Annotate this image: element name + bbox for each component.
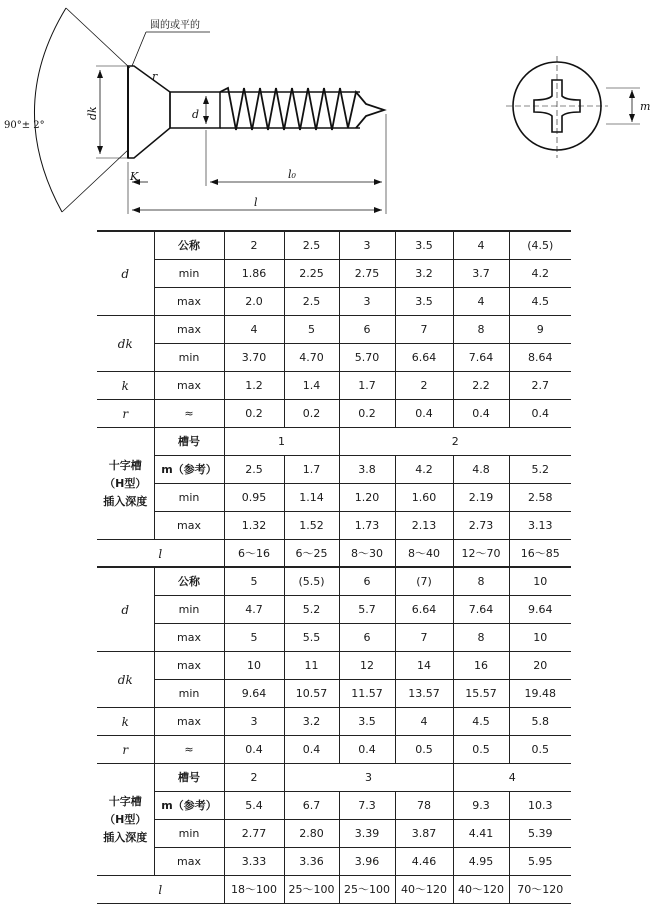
angle-line-bottom (62, 150, 128, 212)
cell: 10.3 (509, 792, 571, 820)
min-label: min (154, 820, 224, 848)
cell: 15.57 (453, 680, 509, 708)
spec-table-2 (97, 566, 571, 904)
cell: 2.2 (453, 372, 509, 400)
cell: 1.7 (339, 372, 395, 400)
cell: 78 (395, 792, 453, 820)
cell: 11 (284, 652, 339, 680)
max-label: max (154, 288, 224, 316)
cross-recess-label (97, 764, 154, 876)
max-label: max (154, 848, 224, 876)
max-label: max (154, 512, 224, 540)
cell: 0.4 (509, 400, 571, 428)
cell: 6 (339, 316, 395, 344)
k-label: K (130, 170, 139, 183)
cell: 3 (339, 288, 395, 316)
cell: 12～70 (453, 540, 509, 568)
param-r: r (97, 400, 154, 428)
table-row (97, 428, 571, 456)
cell: 12 (339, 652, 395, 680)
cell: 13.57 (395, 680, 453, 708)
slot-label: 槽号 (154, 428, 224, 456)
screw-head (128, 66, 170, 158)
cell: 3.13 (509, 512, 571, 540)
nominal-label: 公称 (154, 567, 224, 596)
cell: 3.2 (395, 260, 453, 288)
cell: 2.75 (339, 260, 395, 288)
cell: 4 (224, 316, 284, 344)
cell: 4.5 (509, 288, 571, 316)
l-label: l (254, 196, 258, 209)
cell: 25～100 (284, 876, 339, 904)
cell: 3.87 (395, 820, 453, 848)
cell: 4.7 (224, 596, 284, 624)
table-row (97, 652, 571, 680)
cell: 6.64 (395, 344, 453, 372)
cell: 2 (339, 428, 571, 456)
cell: 6 (339, 624, 395, 652)
cell: 1 (224, 428, 339, 456)
cell: 3.36 (284, 848, 339, 876)
cell: 9 (509, 316, 571, 344)
table-row (97, 708, 571, 736)
cell: 8 (453, 624, 509, 652)
cell: 5 (224, 624, 284, 652)
table-row (97, 344, 571, 372)
m-ref-label: m（参考） (154, 456, 224, 484)
param-l: l (97, 876, 224, 904)
cross-label-line: （H型） (104, 476, 147, 490)
cell: 19.48 (509, 680, 571, 708)
l0-label: l₀ (288, 168, 296, 181)
table-row (97, 680, 571, 708)
param-dk: dk (97, 652, 154, 708)
max-label: max (154, 624, 224, 652)
cell: 2 (224, 231, 284, 260)
cell: 0.4 (339, 736, 395, 764)
cell: 10 (509, 567, 571, 596)
table-row (97, 820, 571, 848)
cell: 2.19 (453, 484, 509, 512)
cell: 4.2 (395, 456, 453, 484)
table-row (97, 512, 571, 540)
table-row (97, 288, 571, 316)
cell: 2.58 (509, 484, 571, 512)
max-label: max (154, 708, 224, 736)
param-d: d (97, 567, 154, 652)
cell: (4.5) (509, 231, 571, 260)
cell: 18～100 (224, 876, 284, 904)
cross-label-line: （H型） (104, 812, 147, 826)
cell: 5 (284, 316, 339, 344)
min-label: min (154, 484, 224, 512)
max-label: max (154, 372, 224, 400)
cell: 5.2 (284, 596, 339, 624)
cell: 2 (395, 372, 453, 400)
table-row (97, 736, 571, 764)
cell: 0.4 (453, 400, 509, 428)
cell: 4 (453, 764, 571, 792)
cell: 10 (509, 624, 571, 652)
cell: 0.4 (224, 736, 284, 764)
cell: 0.5 (453, 736, 509, 764)
table-row (97, 316, 571, 344)
cell: 8 (453, 567, 509, 596)
cell: 0.4 (395, 400, 453, 428)
cell: 0.2 (339, 400, 395, 428)
cell: 4.5 (453, 708, 509, 736)
cell: 9.64 (224, 680, 284, 708)
cross-label-line: 十字槽 (108, 794, 142, 808)
cell: 2.25 (284, 260, 339, 288)
cell: 2 (224, 764, 284, 792)
cell: 2.0 (224, 288, 284, 316)
cell: 5.5 (284, 624, 339, 652)
table-row (97, 596, 571, 624)
m-label: m (640, 100, 650, 113)
approx-label: ≈ (154, 400, 224, 428)
cell: 8.64 (509, 344, 571, 372)
table-row (97, 260, 571, 288)
cell: 3.5 (395, 231, 453, 260)
cell: 40～120 (453, 876, 509, 904)
cell: 4.46 (395, 848, 453, 876)
cell: 3.5 (395, 288, 453, 316)
cell: 3.8 (339, 456, 395, 484)
table-row (97, 400, 571, 428)
cell: 6～25 (284, 540, 339, 568)
dk-label: dk (86, 106, 99, 120)
cell: 40～120 (395, 876, 453, 904)
min-label: min (154, 260, 224, 288)
min-label: min (154, 344, 224, 372)
cell: 20 (509, 652, 571, 680)
cell: 0.2 (284, 400, 339, 428)
cell: 9.64 (509, 596, 571, 624)
cell: 5.7 (339, 596, 395, 624)
param-dk: dk (97, 316, 154, 372)
cell: 14 (395, 652, 453, 680)
cell: 4.70 (284, 344, 339, 372)
angle-label: 90°± 2° (4, 120, 45, 131)
table-row (97, 372, 571, 400)
table-row (97, 876, 571, 904)
cell: 6.64 (395, 596, 453, 624)
cell: 8～30 (339, 540, 395, 568)
cell: 5.4 (224, 792, 284, 820)
cell: 70～120 (509, 876, 571, 904)
min-label: min (154, 680, 224, 708)
cell: 4.8 (453, 456, 509, 484)
m-ref-label: m（参考） (154, 792, 224, 820)
cell: 11.57 (339, 680, 395, 708)
param-r: r (97, 736, 154, 764)
cell: 7.64 (453, 344, 509, 372)
cell: 0.5 (509, 736, 571, 764)
cell: 5.39 (509, 820, 571, 848)
cell: 3.39 (339, 820, 395, 848)
param-d: d (97, 231, 154, 316)
cell: 2.73 (453, 512, 509, 540)
cell: 4 (395, 708, 453, 736)
cell: 2.77 (224, 820, 284, 848)
cell: 7 (395, 624, 453, 652)
max-label: max (154, 652, 224, 680)
cell: 3.70 (224, 344, 284, 372)
cell: 1.73 (339, 512, 395, 540)
cell: 5 (224, 567, 284, 596)
param-k: k (97, 372, 154, 400)
table-row (97, 456, 571, 484)
cell: (7) (395, 567, 453, 596)
cell: 1.7 (284, 456, 339, 484)
cell: 4 (453, 288, 509, 316)
cell: 3.33 (224, 848, 284, 876)
cell: 10.57 (284, 680, 339, 708)
cell: 6.7 (284, 792, 339, 820)
cell: 7.3 (339, 792, 395, 820)
approx-label: ≈ (154, 736, 224, 764)
cell: 0.2 (224, 400, 284, 428)
cell: 3.96 (339, 848, 395, 876)
cell: 3 (339, 231, 395, 260)
table-row (97, 624, 571, 652)
cross-label-line: 插入深度 (103, 494, 148, 508)
max-label: max (154, 316, 224, 344)
cell: 7.64 (453, 596, 509, 624)
cell: 1.32 (224, 512, 284, 540)
cell: 1.86 (224, 260, 284, 288)
cell: 4 (453, 231, 509, 260)
cell: 5.70 (339, 344, 395, 372)
cell: 0.4 (284, 736, 339, 764)
cell: 4.95 (453, 848, 509, 876)
cell: 3.2 (284, 708, 339, 736)
cell: 3 (224, 708, 284, 736)
spec-table-1 (97, 230, 571, 568)
cell: 1.14 (284, 484, 339, 512)
cell: 3.7 (453, 260, 509, 288)
table-row (97, 231, 571, 260)
param-k: k (97, 708, 154, 736)
table-row (97, 848, 571, 876)
table-row (97, 567, 571, 596)
cell: 3 (284, 764, 453, 792)
cell: 2.5 (284, 288, 339, 316)
surface-note: 圆的或平的 (150, 20, 200, 31)
cell: 1.60 (395, 484, 453, 512)
table-row (97, 540, 571, 568)
cell: 0.5 (395, 736, 453, 764)
screw-thread (220, 88, 384, 130)
param-l: l (97, 540, 224, 568)
angle-arc (34, 8, 66, 212)
cross-recess-label (97, 428, 154, 540)
nominal-label: 公称 (154, 231, 224, 260)
cell: 3.5 (339, 708, 395, 736)
cell: (5.5) (284, 567, 339, 596)
cell: 1.2 (224, 372, 284, 400)
cell: 2.13 (395, 512, 453, 540)
cell: 8～40 (395, 540, 453, 568)
cell: 2.80 (284, 820, 339, 848)
cross-label-line: 十字槽 (108, 458, 142, 472)
cell: 6 (339, 567, 395, 596)
cell: 16 (453, 652, 509, 680)
cell: 25～100 (339, 876, 395, 904)
cell: 0.95 (224, 484, 284, 512)
cell: 8 (453, 316, 509, 344)
d-label: d (192, 108, 200, 121)
cell: 5.95 (509, 848, 571, 876)
cell: 16～85 (509, 540, 571, 568)
cell: 6～16 (224, 540, 284, 568)
cell: 7 (395, 316, 453, 344)
cell: 4.2 (509, 260, 571, 288)
cross-label-line: 插入深度 (103, 830, 148, 844)
slot-label: 槽号 (154, 764, 224, 792)
table-row (97, 792, 571, 820)
cell: 5.8 (509, 708, 571, 736)
cell: 4.41 (453, 820, 509, 848)
r-label: r (152, 70, 158, 83)
table-row (97, 764, 571, 792)
screw-drawing (0, 0, 650, 222)
cell: 5.2 (509, 456, 571, 484)
cell: 10 (224, 652, 284, 680)
cell: 2.7 (509, 372, 571, 400)
cell: 9.3 (453, 792, 509, 820)
cell: 2.5 (224, 456, 284, 484)
min-label: min (154, 596, 224, 624)
angle-line-top (66, 8, 130, 68)
cell: 1.4 (284, 372, 339, 400)
cell: 1.52 (284, 512, 339, 540)
table-row (97, 484, 571, 512)
cell: 2.5 (284, 231, 339, 260)
cell: 1.20 (339, 484, 395, 512)
